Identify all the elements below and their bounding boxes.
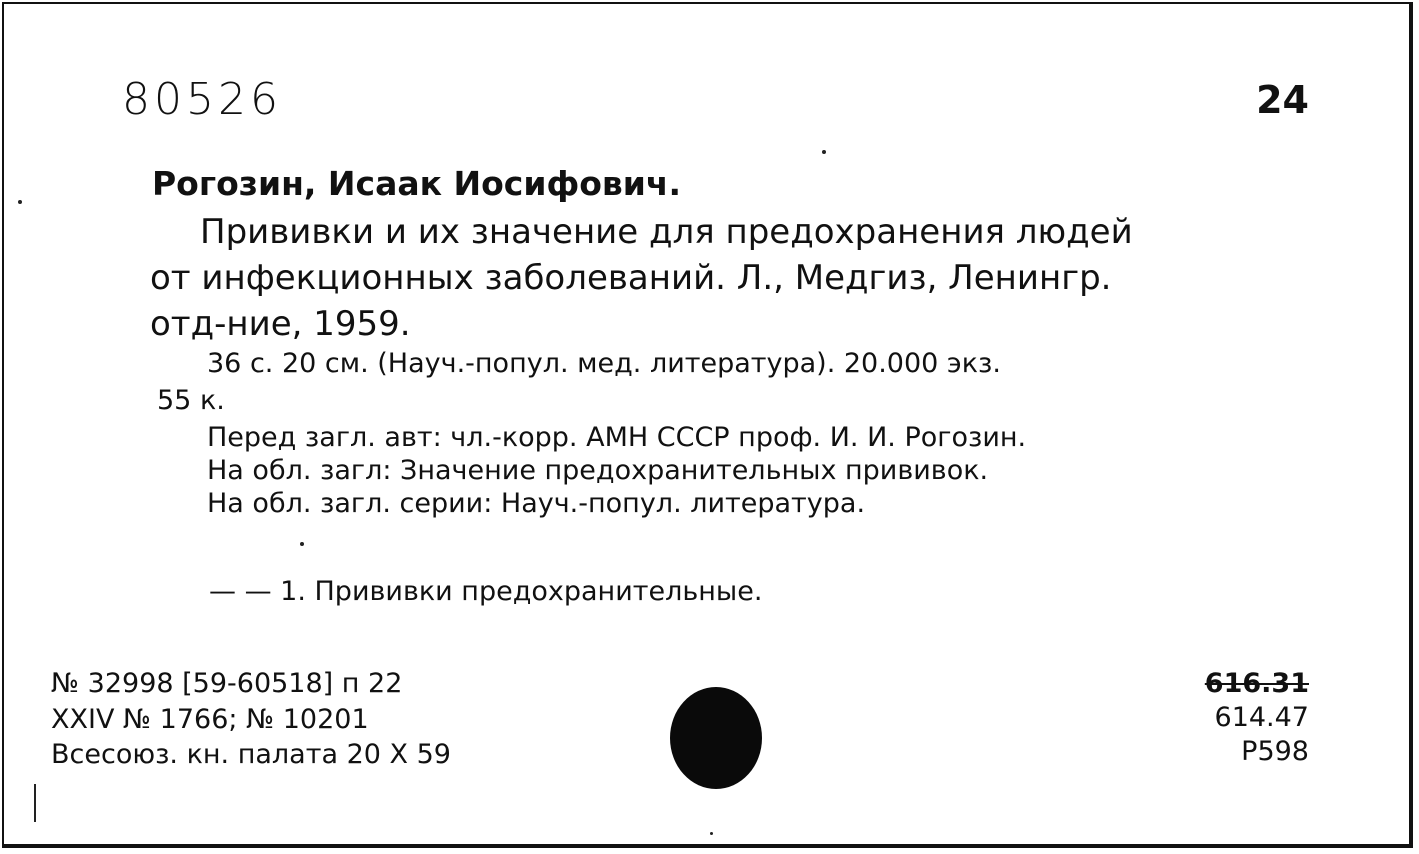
catalog-card [2,2,1413,848]
margin-mark [34,784,36,822]
note-line-2: На обл. загл: Значение предохранительных прививок. [207,455,989,486]
speck [300,542,304,546]
note-line-1: Перед загл. авт: чл.-корр. АМН СССР проф. И. И. Рогозин. [207,422,1027,453]
classification-struck: 616.31 [1204,668,1309,699]
speck [822,150,826,154]
subject-heading: — — 1. Прививки предохранительные. [209,576,763,607]
classification-author-mark: Р598 [1241,736,1309,767]
collation-line-2: 55 к. [157,385,225,416]
note-line-3: На обл. загл. серии: Науч.-попул. литература. [207,488,866,519]
classification-udc: 614.47 [1214,702,1309,733]
speck [710,832,713,835]
speck [18,200,22,204]
title-line-1: Прививки и их значение для предохранения людей [200,212,1133,252]
footer-left-line-1: № 32998 [59-60518] п 22 [51,668,403,699]
title-line-2: от инфекционных заболеваний. Л., Медгиз, Ленингр. [150,258,1112,298]
title-line-3: отд-ние, 1959. [150,304,411,344]
collation-line-1: 36 с. 20 см. (Науч.-попул. мед. литература). 20.000 экз. [207,348,1001,379]
footer-left-line-3: Всесоюз. кн. палата 20 X 59 [51,739,451,770]
punch-hole [670,687,762,789]
accession-number: 80526 [122,74,282,125]
author-heading: Рогозин, Исаак Иосифович. [152,164,682,203]
card-number: 24 [1256,78,1309,122]
footer-left-line-2: XXIV № 1766; № 10201 [51,704,369,735]
